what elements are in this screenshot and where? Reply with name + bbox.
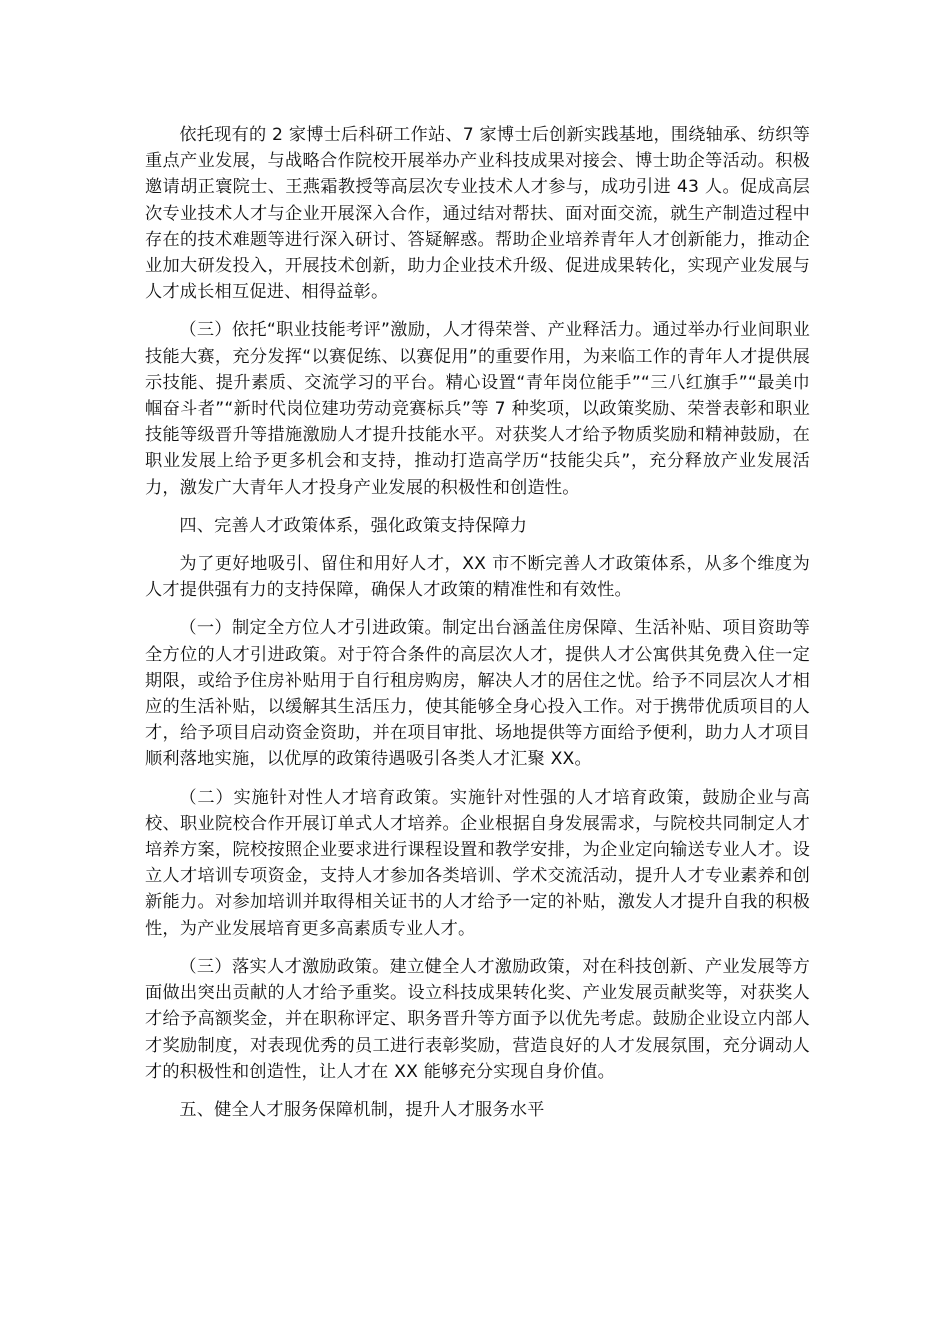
paragraph-lead: （三）落实人才激励政策。 bbox=[179, 956, 390, 977]
paragraph-talent-incentive-policy bbox=[145, 954, 810, 1085]
paragraph-policy-intro bbox=[145, 551, 810, 603]
document-page bbox=[145, 122, 810, 1135]
paragraph-text: 依托现有的 2 家博士后科研工作站、7 家博士后创新实践基地，围绕轴承、纺织等重点产业发展，与战略合作院校开展举办产业科技成果对接会、博士助企等活动。积极邀请胡正寰院士、王燕霜教授等高层次专业技术人才参与，成功引进 43 人。促成高层次专业技术人才与企业开展深入合作，通过结对帮扶、面对面交流，就生产制造过程中存在的技术难题等进行深入研讨、答疑解惑。帮助企业培养青年人才创新能力，推动企业加大研发投入，开展技术创新，助力企业技术升级、促进成果转化，实现产业发展与人才成长相互促进、相得益彰。 bbox=[145, 125, 810, 303]
section-heading-text: 四、完善人才政策体系，强化政策支持保障力 bbox=[179, 515, 528, 536]
paragraph-text: 通过举办行业间职业技能大赛，充分发挥“以赛促练、以赛促用”的重要作用，为来临工作的青年人才提供展示技能、提升素质、交流学习的平台。精心设置“青年岗位能手”“三八红旗手”“最美巾帼奋斗者”“新时代岗位建功劳动竞赛标兵”等 7 种奖项，以政策奖励、荣誉表彰和职业技能等级晋升等措施激励人才提升技能水平。对获奖人才给予物质奖励和精神鼓励，在职业发展上给予更多机会和支持，推动打造高学历“技能尖兵”，充分释放产业发展活力，激发广大青年人才投身产业发展的积极性和创造性。 bbox=[145, 320, 810, 498]
section-heading-text: 五、健全人才服务保障机制，提升人才服务水平 bbox=[179, 1099, 545, 1120]
paragraph-text: 为了更好地吸引、留住和用好人才，XX 市不断完善人才政策体系，从多个维度为人才提供强有力的支持保障，确保人才政策的精准性和有效性。 bbox=[145, 554, 810, 601]
paragraph-talent-training-policy bbox=[145, 785, 810, 942]
paragraph-lead: （二）实施针对性人才培育政策。 bbox=[179, 787, 450, 808]
paragraph-text: 制定出台涵盖住房保障、生活补贴、项目资助等全方位的人才引进政策。对于符合条件的高层次人才，提供人才公寓供其免费入住一定期限，或给予住房补贴用于自行租房购房，解决人才的居住之忧。给予不同层次人才相应的生活补贴，以缓解其生活压力，使其能够全身心投入工作。对于携带优质项目的人才，给予项目启动资金资助，并在项目审批、场地提供等方面给予便利，助力人才项目顺利落地实施，以优厚的政策待遇吸引各类人才汇聚 XX。 bbox=[145, 618, 810, 770]
paragraph-talent-introduction-policy bbox=[145, 615, 810, 772]
paragraph-lead: （一）制定全方位人才引进政策。 bbox=[179, 618, 443, 639]
paragraph-lead: （三）依托“职业技能考评”激励，人才得荣誉、产业释活力。 bbox=[179, 320, 653, 341]
paragraph-text: 实施针对性强的人才培育政策，鼓励企业与高校、职业院校合作开展订单式人才培养。企业根据自身发展需求，与院校共同制定人才培养方案，院校按照企业要求进行课程设置和教学安排，为企业定向输送专业人才。设立人才培训专项资金，支持人才参加各类培训、学术交流活动，提升人才专业素养和创新能力。对参加培训并取得相关证书的人才给予一定的补贴，激发人才提升自我的积极性，为产业发展培育更多高素质专业人才。 bbox=[145, 787, 810, 939]
paragraph-text: 建立健全人才激励政策，对在科技创新、产业发展等方面做出突出贡献的人才给予重奖。设立科技成果转化奖、产业发展贡献奖等，对获奖人才给予高额奖金，并在职称评定、职务晋升等方面予以优先考虑。鼓励企业设立内部人才奖励制度，对表现优秀的员工进行表彰奖励，营造良好的人才发展氛围，充分调动人才的积极性和创造性，让人才在 XX 能够充分实现自身价值。 bbox=[145, 956, 810, 1082]
section-heading-policy-system bbox=[145, 513, 810, 539]
section-heading-service-mechanism bbox=[145, 1097, 810, 1123]
paragraph-postdoc-platforms bbox=[145, 122, 810, 305]
paragraph-skills-evaluation bbox=[145, 317, 810, 500]
